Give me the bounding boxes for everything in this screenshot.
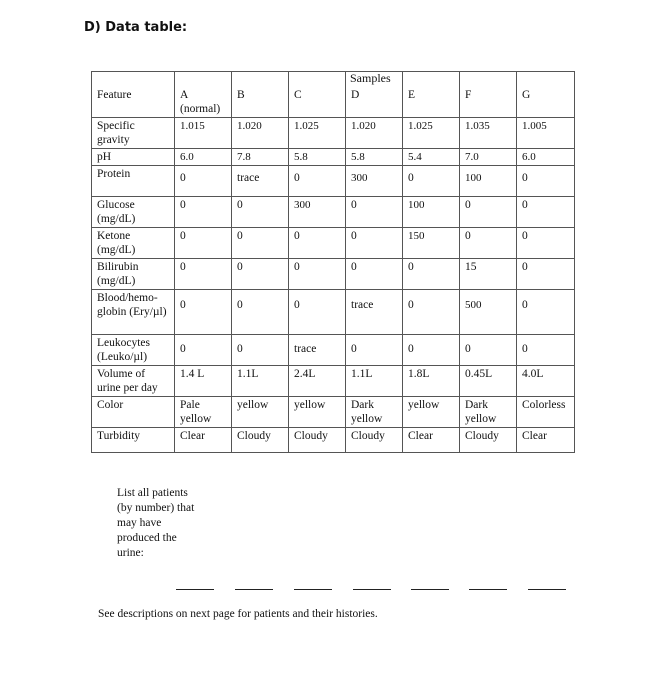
value-cell: 0 [346, 335, 403, 366]
answer-prompt: List all patients (by number) that may have produced the urine: [117, 487, 195, 559]
value-cell: 1.8L [403, 366, 460, 397]
value-cell: trace [289, 335, 346, 366]
value-cell: 100 [460, 166, 517, 197]
value-cell: Cloudy [289, 428, 346, 453]
value-cell: 1.020 [346, 118, 403, 149]
table-row [92, 166, 575, 197]
feature-cell: Color [92, 397, 175, 428]
feature-cell: Volume of urine per day [92, 366, 175, 397]
value-cell: 6.0 [175, 149, 232, 166]
feature-cell: Protein [92, 166, 175, 197]
value-cell: 1.015 [175, 118, 232, 149]
value-cell: 5.4 [403, 149, 460, 166]
value-cell: 0 [403, 335, 460, 366]
value-cell: 0 [232, 259, 289, 290]
value-cell: Clear [175, 428, 232, 453]
value-cell: 2.4L [289, 366, 346, 397]
value-cell: 0 [289, 228, 346, 259]
column-header: A (normal) [175, 72, 232, 118]
value-cell: 300 [346, 166, 403, 197]
value-cell: 0 [403, 290, 460, 335]
value-cell: 0 [289, 259, 346, 290]
value-cell: 0 [175, 335, 232, 366]
value-cell: 5.8 [346, 149, 403, 166]
footnote: See descriptions on next page for patients and their histories. [98, 608, 378, 620]
value-cell: 0 [346, 197, 403, 228]
value-cell: Clear [403, 428, 460, 453]
column-header: B [232, 72, 289, 118]
value-cell: 0 [346, 259, 403, 290]
value-cell: 7.8 [232, 149, 289, 166]
value-cell: 0 [346, 228, 403, 259]
column-header: F [460, 72, 517, 118]
value-cell: 0 [232, 197, 289, 228]
value-cell: 1.025 [289, 118, 346, 149]
value-cell: 0 [403, 166, 460, 197]
value-cell: 7.0 [460, 149, 517, 166]
value-cell: 4.0L [517, 366, 575, 397]
value-cell: 0 [517, 228, 575, 259]
value-cell: yellow [232, 397, 289, 428]
answer-blank-c[interactable] [294, 589, 332, 590]
value-cell: Colorless [517, 397, 575, 428]
value-cell: Dark yellow [346, 397, 403, 428]
feature-cell: Blood/hemo-globin (Ery/µl) [92, 290, 175, 335]
value-cell: Cloudy [232, 428, 289, 453]
value-cell: 0 [460, 228, 517, 259]
samples-label: Samples [350, 71, 391, 85]
value-cell: 0 [517, 335, 575, 366]
table-row [92, 228, 575, 259]
value-cell: 0.45L [460, 366, 517, 397]
table-header-row [92, 72, 575, 118]
value-cell: 1.005 [517, 118, 575, 149]
feature-cell: Ketone (mg/dL) [92, 228, 175, 259]
column-header: D [346, 72, 403, 118]
answer-blank-f[interactable] [469, 589, 507, 590]
column-header: C [289, 72, 346, 118]
answer-blank-g[interactable] [528, 589, 566, 590]
table-row [92, 149, 575, 166]
value-cell: Cloudy [346, 428, 403, 453]
value-cell: 1.025 [403, 118, 460, 149]
value-cell: 0 [289, 290, 346, 335]
feature-cell: Leukocytes (Leuko/µl) [92, 335, 175, 366]
answer-blank-e[interactable] [411, 589, 449, 590]
answer-blank-a[interactable] [176, 589, 214, 590]
table-row [92, 428, 575, 453]
urine-data-table [91, 71, 575, 453]
value-cell: 0 [175, 197, 232, 228]
table-row [92, 397, 575, 428]
value-cell: 6.0 [517, 149, 575, 166]
value-cell: 1.035 [460, 118, 517, 149]
value-cell: trace [346, 290, 403, 335]
feature-cell: Bilirubin (mg/dL) [92, 259, 175, 290]
value-cell: 300 [289, 197, 346, 228]
table-row [92, 197, 575, 228]
column-header: Feature [92, 72, 175, 118]
value-cell: 0 [517, 166, 575, 197]
value-cell: Pale yellow [175, 397, 232, 428]
table-row [92, 259, 575, 290]
value-cell: 5.8 [289, 149, 346, 166]
value-cell: 0 [175, 290, 232, 335]
column-header: E [403, 72, 460, 118]
table-row [92, 366, 575, 397]
value-cell: 0 [175, 166, 232, 197]
table-row [92, 290, 575, 335]
table-row [92, 118, 575, 149]
feature-cell: Turbidity [92, 428, 175, 453]
value-cell: 0 [517, 290, 575, 335]
value-cell: 0 [403, 259, 460, 290]
value-cell: 150 [403, 228, 460, 259]
value-cell: 0 [175, 259, 232, 290]
value-cell: 0 [232, 335, 289, 366]
value-cell: 0 [175, 228, 232, 259]
value-cell: 1.020 [232, 118, 289, 149]
value-cell: 0 [517, 197, 575, 228]
value-cell: 1.4 L [175, 366, 232, 397]
value-cell: Cloudy [460, 428, 517, 453]
value-cell: 0 [232, 228, 289, 259]
value-cell: 0 [460, 335, 517, 366]
answer-blank-b[interactable] [235, 589, 273, 590]
feature-cell: Glucose (mg/dL) [92, 197, 175, 228]
value-cell: 0 [517, 259, 575, 290]
value-cell: Dark yellow [460, 397, 517, 428]
feature-cell: pH [92, 149, 175, 166]
value-cell: trace [232, 166, 289, 197]
value-cell: 1.1L [232, 366, 289, 397]
feature-cell: Specific gravity [92, 118, 175, 149]
value-cell: yellow [289, 397, 346, 428]
value-cell: 100 [403, 197, 460, 228]
answer-blank-d[interactable] [353, 589, 391, 590]
section-heading: D) Data table: [84, 20, 188, 35]
value-cell: Clear [517, 428, 575, 453]
value-cell: 0 [232, 290, 289, 335]
value-cell: 0 [289, 166, 346, 197]
value-cell: yellow [403, 397, 460, 428]
table-row [92, 335, 575, 366]
column-header: G [517, 72, 575, 118]
value-cell: 15 [460, 259, 517, 290]
value-cell: 0 [460, 197, 517, 228]
value-cell: 1.1L [346, 366, 403, 397]
value-cell: 500 [460, 290, 517, 335]
